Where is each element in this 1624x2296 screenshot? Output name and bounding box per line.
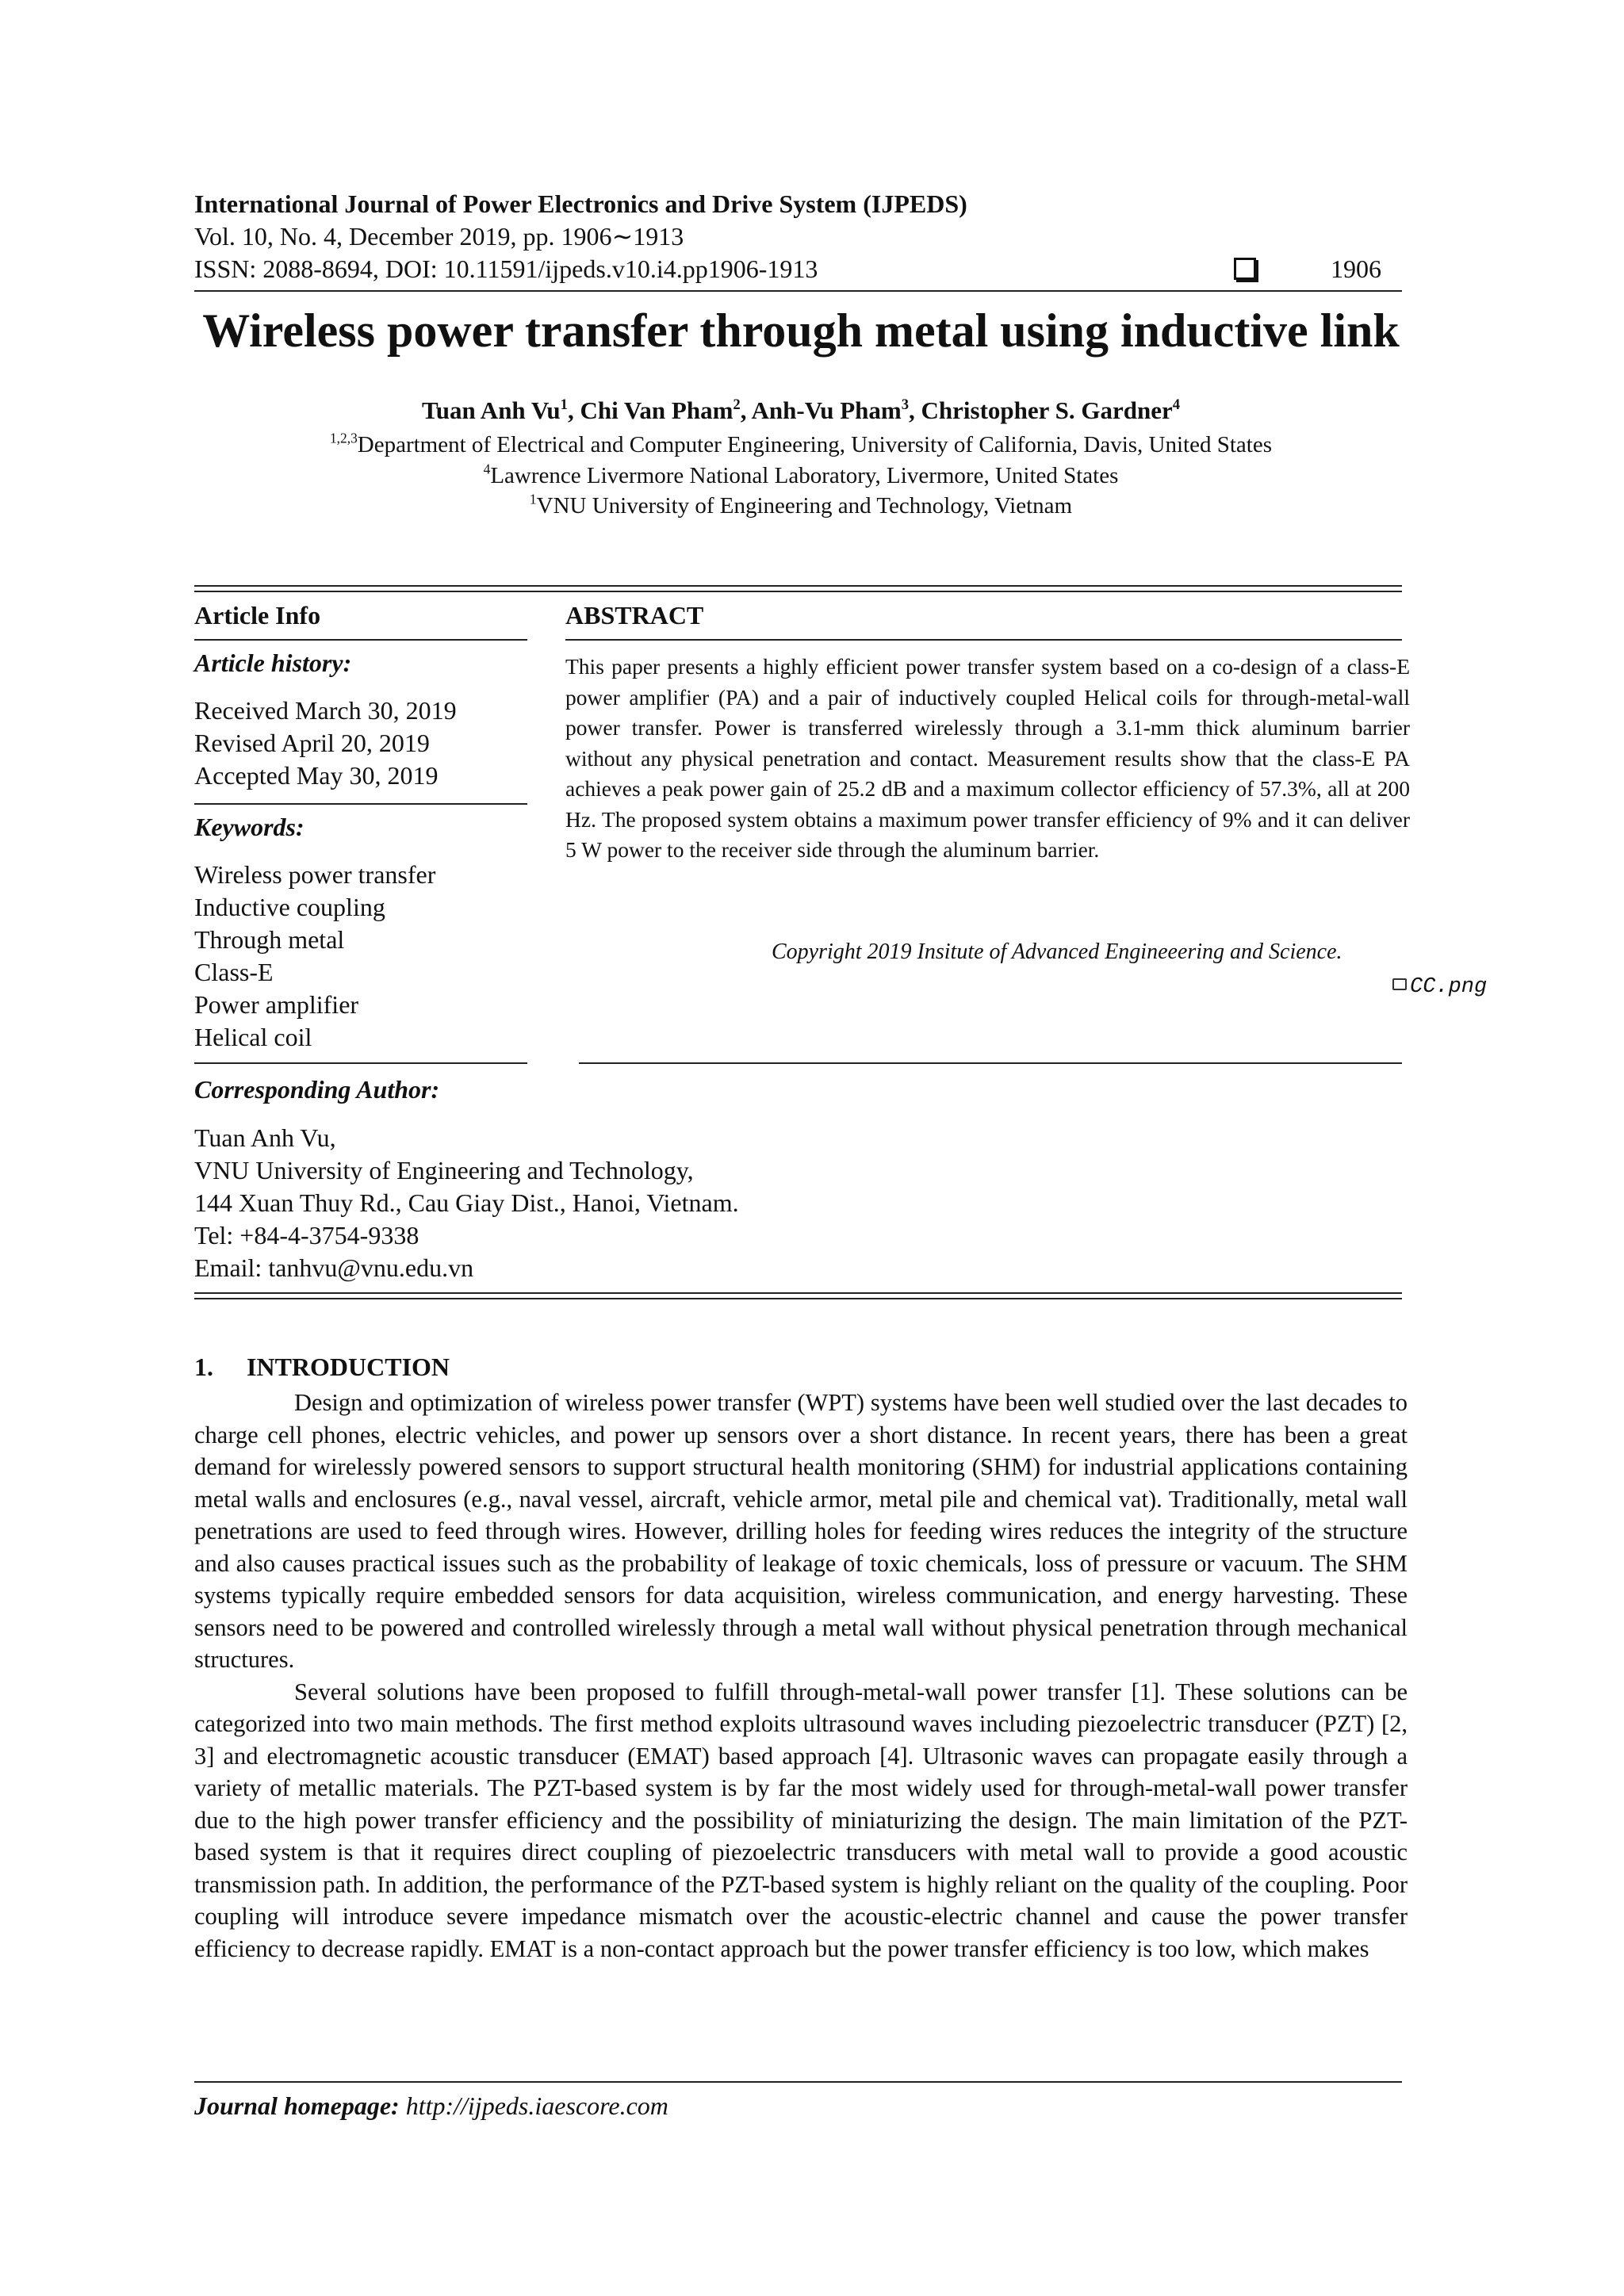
box-bottom-rule: [194, 1292, 1402, 1294]
paragraph: Design and optimization of wireless power transfer (WPT) systems have been well studied over the last decades to charge cell phones, electric vehicles, and power up sensors over a short distance. In recent years, there has been a great demand for wirelessly powered sensors to support structural health monitoring (SHM) for industrial applications containing metal walls and enclosures (e.g., naval vessel, aircraft, vehicle armor, metal pile and chemical vat). Traditionally, metal wall penetrations are used to feed through wires. However, drilling holes for feeding wires reduces the integrity of the structure and also causes practical issues such as the probability of leakage of toxic chemicals, loss of pressure or vacuum. The SHM systems typically require embedded sensors for data acquisition, wireless communication, and energy harvesting. These sensors need to be powered and controlled wirelessly through a metal wall without physical penetration through mechanical structures.: [194, 1389, 1408, 1673]
affiliation-1: $^{1,2,3}$Department of Electrical and Computer Engineering, University of California, Davis, United States: [329, 430, 1272, 457]
author-name: Tuan Anh Vu,: [194, 1123, 336, 1152]
broken-image-icon: [1392, 978, 1407, 990]
revised-date: Revised April 20, 2019: [194, 729, 430, 757]
author-affiliation-mark: 2: [733, 396, 741, 413]
corresponding-heading: Corresponding Author:: [194, 1075, 440, 1104]
article-info-rule: [194, 639, 527, 641]
affiliation-3: $^1$VNU University of Engineering and Technology, Vietnam: [529, 491, 1073, 519]
section-heading: [194, 1353, 450, 1382]
abstract-rule: [565, 639, 1402, 641]
author-phone: Tel: +84-4-3754-9338: [194, 1221, 419, 1249]
author-name: Tuan Anh Vu: [421, 396, 561, 424]
abstract-bottom-rule: [579, 1062, 1402, 1064]
received-date: Received March 30, 2019: [194, 696, 457, 725]
accepted-date: Accepted May 30, 2019: [194, 761, 439, 790]
author-name: Chi Van Pham: [580, 396, 733, 424]
article-info-heading: Article Info: [194, 601, 321, 629]
author-address: 144 Xuan Thuy Rd., Cau Giay Dist., Hanoi, Vietnam.: [194, 1188, 739, 1217]
homepage-link[interactable]: http://ijpeds.iaescore.com: [405, 2091, 668, 2120]
abstract-text: This paper presents a highly efficient power transfer system based on a co-design of a class-E power amplifier (PA) and a pair of inductively coupled Helical coils for through-metal-wall power transfer. Power is transferred wirelessly through a 3.1-mm thick aluminum barrier without any physical penetration and contact. Measurement results show that the class-E PA achieves a peak power gain of 25.2 dB and a maximum collector efficiency of 57.3%, all at 200 Hz. The proposed system obtains a maximum power transfer efficiency of 9% and it can deliver 5 W power to the receiver side through the aluminum barrier.: [565, 654, 1410, 862]
box-top-rule-2: [194, 591, 1402, 592]
keyword: Inductive coupling: [194, 893, 385, 921]
cc-image-placeholder: CC.png: [1392, 975, 1487, 999]
issn-doi: ISSN: 2088-8694, DOI: 10.11591/ijpeds.v10.i4.pp1906-1913: [194, 254, 818, 283]
affiliation-2: $^4$Lawrence Livermore National Laboratory, Livermore, United States: [483, 461, 1119, 488]
keyword: Power amplifier: [194, 990, 359, 1019]
box-bottom-rule-2: [194, 1298, 1402, 1299]
author-name: Christopher S. Gardner: [921, 396, 1173, 424]
keyword: Class-E: [194, 958, 274, 986]
author-separator: ,: [909, 396, 921, 424]
section-title: INTRODUCTION: [247, 1353, 450, 1381]
keyword: Wireless power transfer: [194, 860, 436, 889]
author-affiliation-mark: 4: [1172, 396, 1181, 413]
footer-rule: [194, 2081, 1402, 2083]
square-box-icon: [1234, 258, 1256, 284]
author-affiliation-mark: 1: [560, 396, 568, 413]
header-rule: [194, 290, 1402, 292]
keyword: Helical coil: [194, 1023, 312, 1051]
homepage-label: Journal homepage:: [194, 2091, 400, 2120]
journal-name: International Journal of Power Electronics and Drive System (IJPEDS): [194, 189, 967, 218]
keywords-rule: [194, 1062, 527, 1064]
copyright-notice: Copyright 2019 Insitute of Advanced Engineeering and Science.: [772, 939, 1342, 964]
author-list: [0, 396, 1602, 425]
history-heading: Article history:: [194, 649, 352, 677]
paper-title: Wireless power transfer through metal using inductive link: [202, 304, 1400, 357]
keywords-heading: Keywords:: [194, 813, 304, 841]
journal-homepage: [194, 2091, 668, 2121]
box-top-rule: [194, 585, 1402, 587]
introduction-body: [194, 1387, 1408, 1965]
paragraph: Several solutions have been proposed to fulfill through-metal-wall power transfer [1]. These solutions can be categorized into two main methods. The first method exploits ultrasound waves including piezoelectric transducer (PZT) [2, 3] and electromagnetic acoustic transducer (EMAT) based approach [4]. Ultrasonic waves can propagate easily through a variety of metallic materials. The PZT-based system is by far the most widely used for through-metal-wall power transfer due to the high power transfer efficiency and the possibility of miniaturizing the design. The main limitation of the PZT-based system is that it requires direct coupling of piezoelectric transducers with metal wall to provide a good acoustic transmission path. In addition, the performance of the PZT-based system is highly reliant on the quality of the coupling. Poor coupling will introduce severe impedance mismatch over the acoustic-electric channel and cause the power transfer efficiency to decrease rapidly. EMAT is a non-contact approach but the power transfer efficiency is too low, which makes: [194, 1678, 1408, 1962]
author-email: Email: tanhvu@vnu.edu.vn: [194, 1253, 474, 1282]
author-separator: ,: [567, 396, 580, 424]
author-name: Anh-Vu Pham: [751, 396, 902, 424]
keyword: Through metal: [194, 925, 345, 954]
page-number: 1906: [1331, 254, 1381, 283]
section-number: 1.: [194, 1353, 213, 1381]
keyword-list: [194, 859, 435, 1054]
abstract-heading: ABSTRACT: [565, 601, 704, 629]
history-rule: [194, 803, 527, 805]
volume-info: Vol. 10, No. 4, December 2019, pp. 1906∼1913: [194, 222, 684, 251]
author-separator: ,: [740, 396, 752, 424]
author-affiliation: VNU University of Engineering and Technology,: [194, 1156, 694, 1184]
author-affiliation-mark: 3: [901, 396, 910, 413]
corresponding-author-block: [194, 1122, 739, 1284]
